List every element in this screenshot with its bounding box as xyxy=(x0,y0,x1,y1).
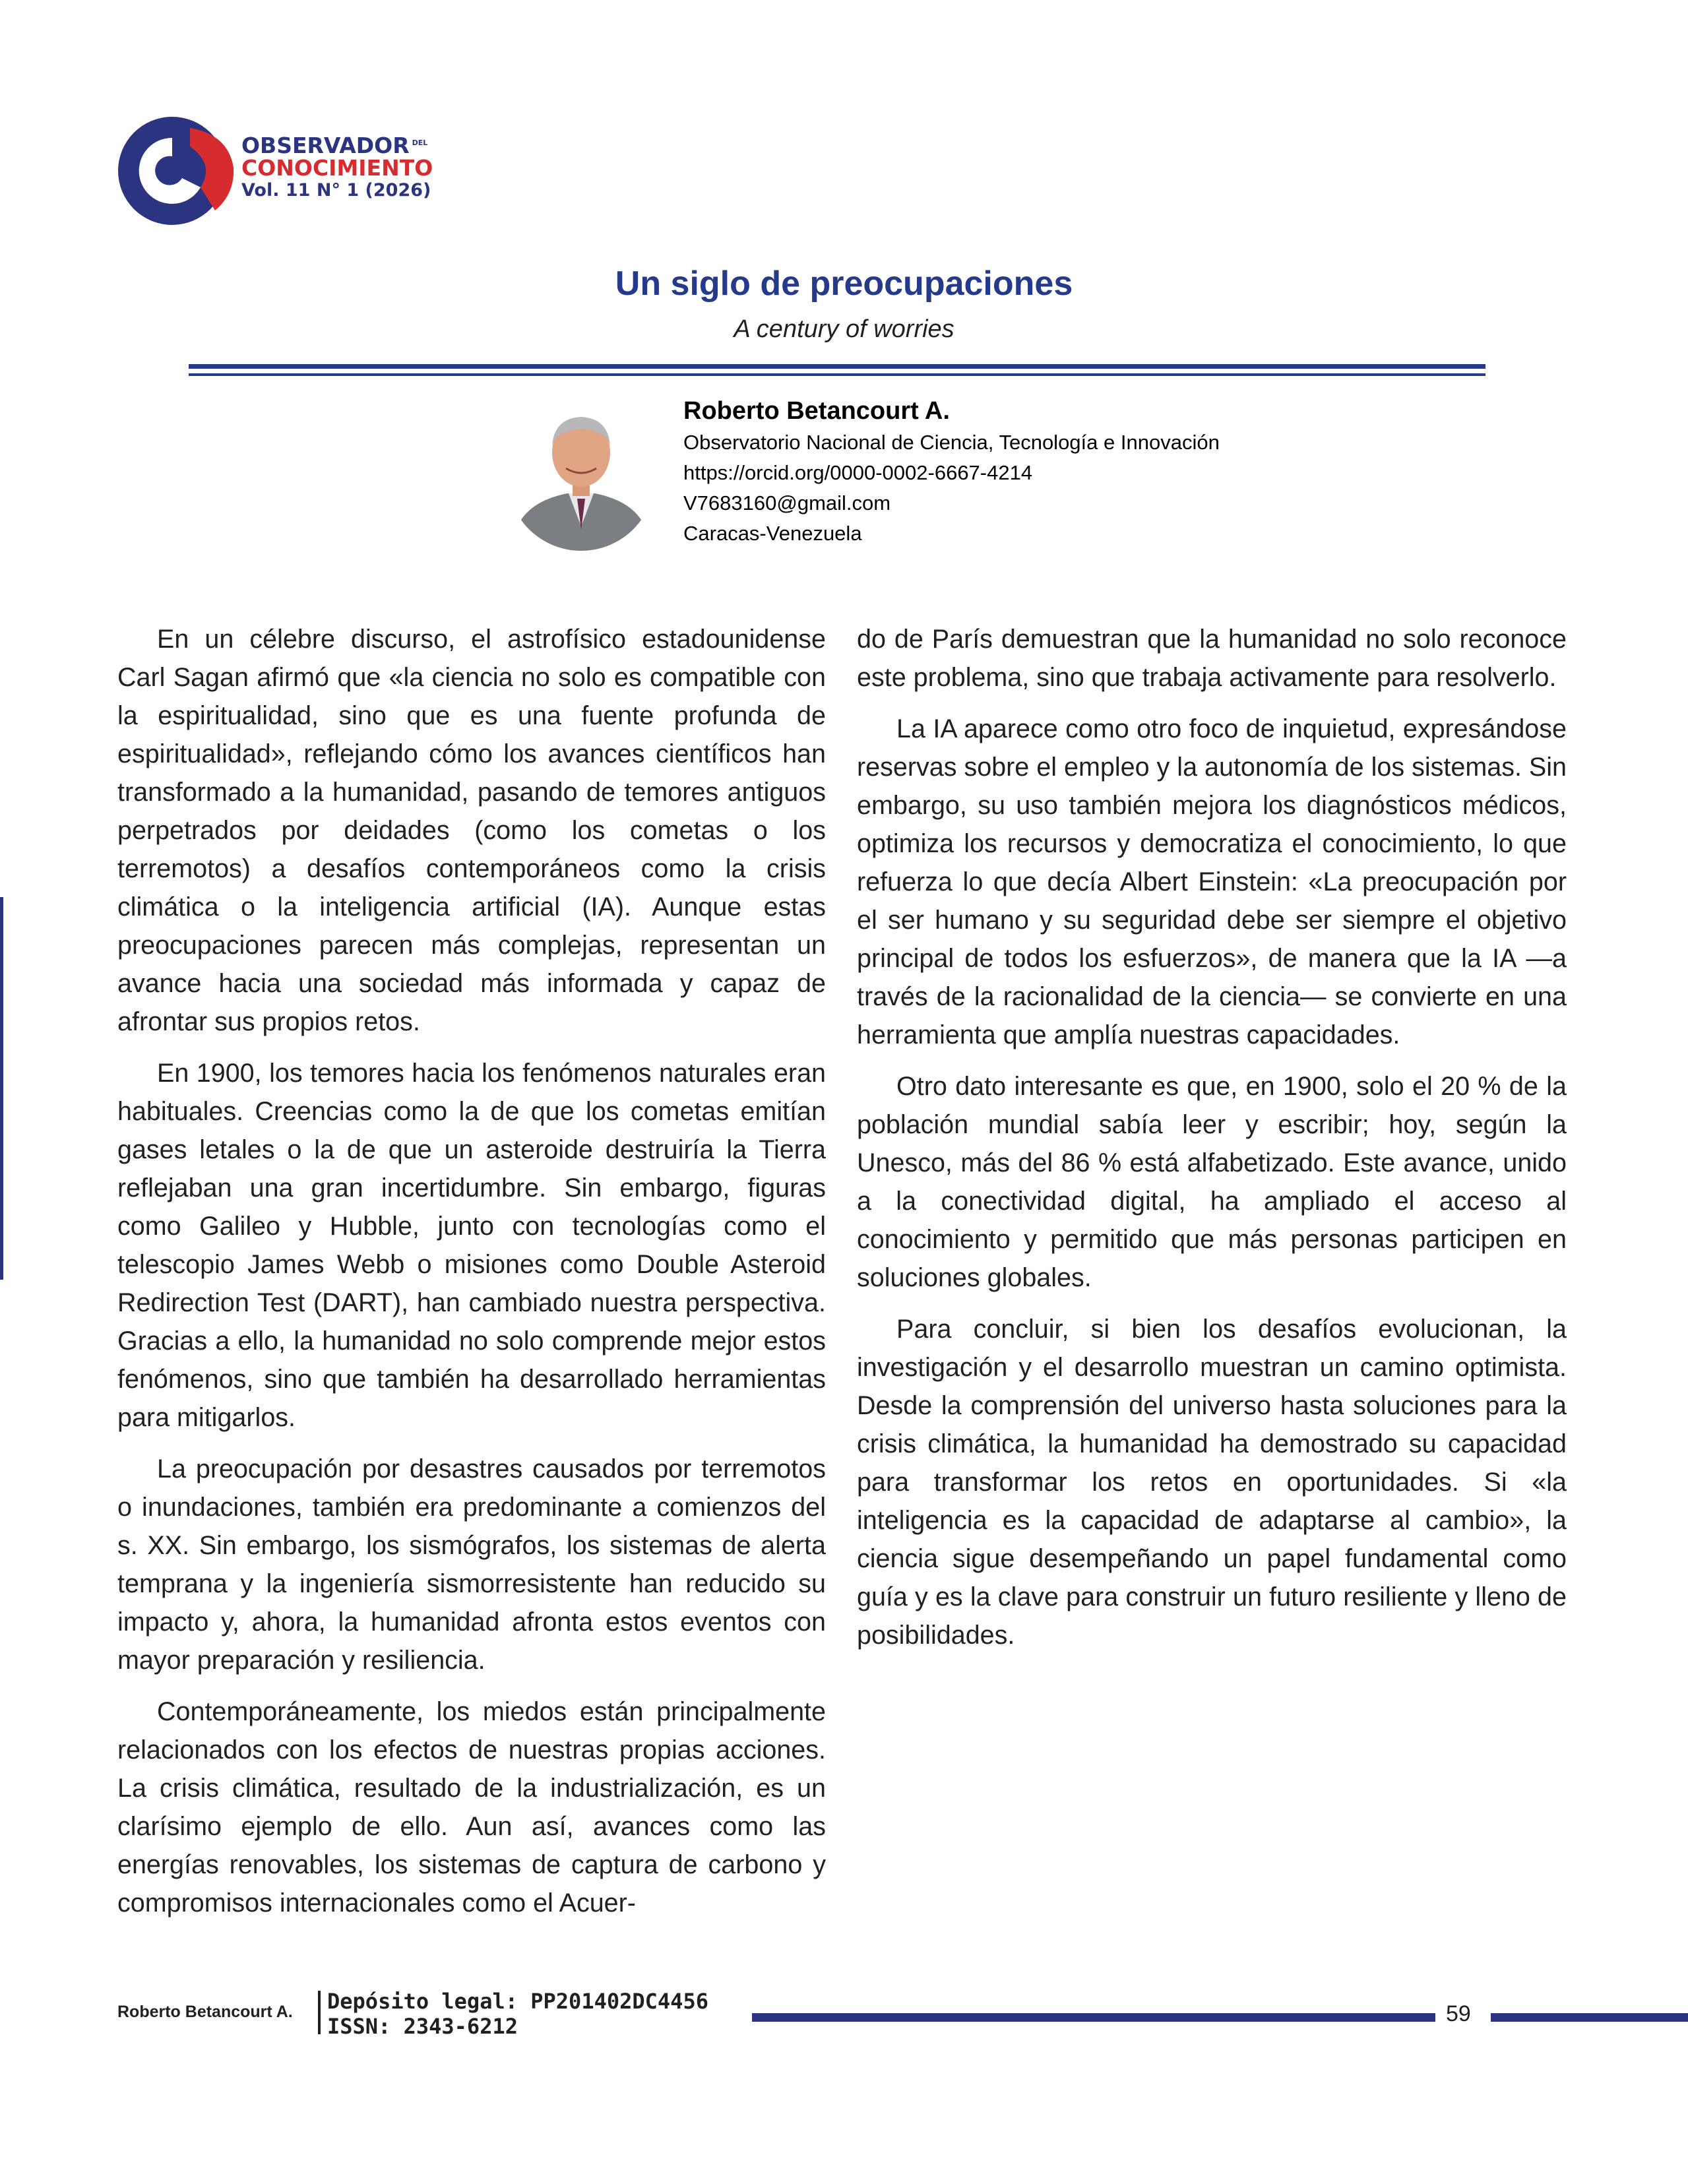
paragraph: La preocupación por desastres causados por terremotos o inundaciones, también era predominante a comienzos del s. XX. Sin embargo, los sismógrafos, los sistemas de alerta temprana y la ingeniería sismorresistente han reducido su impacto y, ahora, la humanidad afronta estos eventos con mayor preparación y resiliencia. xyxy=(117,1454,826,1675)
author-email-link[interactable]: V7683160@gmail.com xyxy=(683,491,891,515)
margin-accent-bar xyxy=(0,897,3,1280)
paragraph: En un célebre discurso, el astrofísico estadounidense Carl Sagan afirmó que «la ciencia no solo es compatible con la espiritualidad, sino que es una fuente profunda de espiritualidad», reflejando cómo los avances científicos han transformado a la humanidad, pasando de temores antiguos perpetrados por deidades (como los cometas o los terremotos) a desafíos contemporáneos como la crisis climática o la inteligencia artificial (IA). Aunque estas preocupaciones parecen más complejas, representan un avance hacia una sociedad más informada y capaz de afrontar sus propios retos. xyxy=(117,625,826,1036)
author-location: Caracas-Venezuela xyxy=(683,522,862,545)
article-title: Un siglo de preocupaciones xyxy=(615,265,1073,303)
body-column-left xyxy=(117,620,826,1935)
author-orcid-link[interactable]: https://orcid.org/0000-0002-6667-4214 xyxy=(683,461,1033,484)
journal-name-line2: CONOCIMIENTO xyxy=(241,155,433,181)
paragraph: La IA aparece como otro foco de inquietud, expresándose reservas sobre el empleo y la autonomía de los sistemas. Sin embargo, su uso también mejora los diagnósticos médicos, optimiza los recursos y democratiza el conocimiento, lo que refuerza lo que decía Albert Einstein: «La preocupación por el ser humano y su seguridad debe ser siempre el objetivo principal de todos los esfuerzos», de manera que la IA —a través de la racionalidad de la ciencia— se convierte en una herramienta que amplía nuestras capacidades. xyxy=(857,714,1567,1049)
paragraph: Otro dato interesante es que, en 1900, solo el 20 % de la población mundial sabía leer y escribir; hoy, según la Unesco, más del 86 % está alfabetizado. Este avance, unido a la conectividad digital, ha ampliado el acceso al conocimiento y permitido que más personas participen en soluciones globales. xyxy=(857,1072,1567,1292)
journal-brand xyxy=(241,132,505,202)
footer-bar xyxy=(752,2013,1435,2022)
journal-name-del: DEL xyxy=(412,139,428,147)
journal-name-line1: OBSERVADOR $^{DEL}$ xyxy=(241,133,428,158)
paragraph: Para concluir, si bien los desafíos evolucionan, la investigación y el desarrollo muestran un camino optimista. Desde la comprensión del universo hasta soluciones para la crisis climática, la humanidad ha demostrado su capacidad para transformar los retos en oportunidades. Si «la inteligencia es la capacidad de adaptarse al cambio», la ciencia sigue desempeñando un papel fundamental como guía y es la clave para construir un futuro resiliente y lleno de posibilidades. xyxy=(857,1315,1567,1650)
footer-divider xyxy=(318,1991,321,2034)
article-subtitle: A century of worries xyxy=(734,315,954,343)
paragraph: En 1900, los temores hacia los fenómenos naturales eran habituales. Creencias como la de que los cometas emitían gases letales o la de que un asteroide destruiría la Tierra reflejaban una gran incertidumbre. Sin embargo, figuras como Galileo y Hubble, junto con tecnologías como el telescopio James Webb o misiones como Double Asteroid Redirection Test (DART), han cambiado nuestra perspectiva. Gracias a ello, la humanidad no solo comprende mejor estos fenómenos, sino que también ha desarrollado herramientas para mitigarlos. xyxy=(117,1059,826,1432)
issn: ISSN: 2343-6212 xyxy=(327,2014,518,2039)
journal-logo-icon xyxy=(116,115,241,227)
journal-volume: Vol. 11 N° 1 (2026) xyxy=(241,180,431,201)
author-affiliation: Observatorio Nacional de Ciencia, Tecnología e Innovación xyxy=(683,431,1220,454)
legal-deposit: Depósito legal: PP201402DC4456 xyxy=(327,1989,708,2014)
footer-bar-right xyxy=(1491,2013,1688,2022)
author-photo xyxy=(508,394,654,553)
paragraph: Contemporáneamente, los miedos están principalmente relacionados con los efectos de nuestras propias acciones. La crisis climática, resultado de la industrialización, es un clarísimo ejemplo de ello. Aun así, avances como las energías renovables, los sistemas de captura de carbono y compromisos internacionales como el Acuer- xyxy=(117,1697,826,1918)
author-name: Roberto Betancourt A. xyxy=(683,397,950,425)
author-info xyxy=(683,394,1220,549)
body-column-right xyxy=(857,620,1567,1668)
footer-author: Roberto Betancourt A. xyxy=(117,2003,293,2021)
title-divider-thin xyxy=(189,373,1485,376)
title-divider xyxy=(189,364,1485,369)
footer-legal xyxy=(327,1989,708,2039)
page-number: 59 xyxy=(1446,2001,1471,2026)
paragraph: do de París demuestran que la humanidad no solo reconoce este problema, sino que trabaja activamente para resolverlo. xyxy=(857,625,1567,692)
